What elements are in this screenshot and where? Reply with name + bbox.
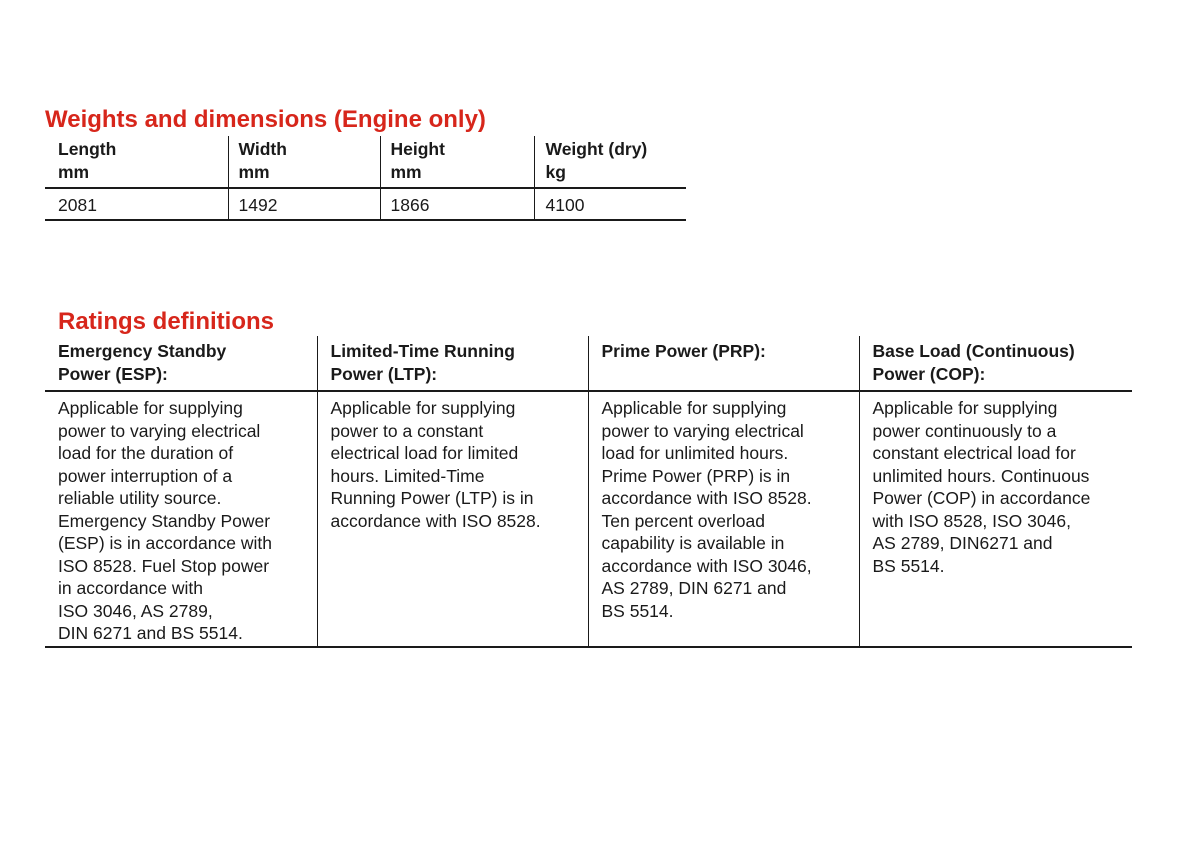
rating-header-line: Emergency Standby <box>58 341 227 361</box>
ratings-body-row <box>45 391 1132 647</box>
rating-description-line: Applicable for supplying <box>601 398 787 418</box>
header-unit: mm <box>238 161 270 182</box>
ratings-definitions-title: Ratings definitions <box>58 308 274 335</box>
header-label: Width <box>238 139 287 159</box>
rating-description-prime-power <box>588 391 859 647</box>
rating-description-line: accordance with ISO 3046, <box>601 555 812 576</box>
rating-header-line: Base Load (Continuous) <box>872 341 1075 361</box>
rating-description-line: with ISO 8528, ISO 3046, <box>872 510 1071 531</box>
rating-description-line: AS 2789, DIN6271 and <box>872 533 1053 553</box>
rating-header-line: Power (LTP): <box>330 363 438 384</box>
header-unit: kg <box>545 161 566 182</box>
rating-description-line: power to varying electrical <box>601 420 804 441</box>
weights-dimensions-table <box>45 136 686 221</box>
header-label: Length <box>58 139 117 159</box>
rating-description-line: BS 5514. <box>601 600 674 621</box>
rating-description-line: power to varying electrical <box>58 420 261 441</box>
rating-description-line: accordance with ISO 8528. <box>330 510 541 531</box>
rating-description-line: reliable utility source. <box>58 488 222 508</box>
rating-description-line: accordance with ISO 8528. <box>601 488 812 508</box>
rating-description-line: ISO 3046, AS 2789, <box>58 600 213 621</box>
rating-description-line: constant electrical load for <box>872 443 1076 463</box>
value-width: 1492 <box>228 188 380 220</box>
rating-description-line: Applicable for supplying <box>330 398 516 418</box>
value-height: 1866 <box>380 188 534 220</box>
ratings-header-row <box>45 336 1132 391</box>
rating-description-line: capability is available in <box>601 533 785 553</box>
weights-dimensions-title: Weights and dimensions (Engine only) <box>45 106 486 133</box>
rating-header-limited-time-running-power <box>317 336 588 391</box>
rating-header-line: Power (COP): <box>872 363 986 384</box>
rating-description-line: Running Power (LTP) is in <box>330 488 534 508</box>
rating-description-emergency-standby-power <box>45 391 317 647</box>
rating-description-line: hours. Limited-Time <box>330 465 485 486</box>
rating-header-prime-power <box>588 336 859 391</box>
header-unit: mm <box>390 161 422 182</box>
header-unit: mm <box>58 161 90 182</box>
rating-header-emergency-standby-power <box>45 336 317 391</box>
weights-header-row <box>45 136 686 188</box>
rating-description-line: Applicable for supplying <box>58 398 243 418</box>
value-length: 2081 <box>45 188 228 220</box>
weights-value-row <box>45 188 686 220</box>
rating-description-line: electrical load for limited <box>330 443 519 463</box>
rating-description-line: unlimited hours. Continuous <box>872 465 1090 486</box>
rating-header-line: Prime Power (PRP): <box>601 341 766 361</box>
rating-description-line: BS 5514. <box>872 555 945 576</box>
rating-description-line: AS 2789, DIN 6271 and <box>601 578 787 598</box>
rating-description-line: DIN 6271 and BS 5514. <box>58 623 243 643</box>
rating-description-line: power interruption of a <box>58 465 233 486</box>
rating-description-line: load for the duration of <box>58 443 234 463</box>
ratings-definitions-table <box>45 336 1132 648</box>
rating-description-base-load-continuous-power <box>859 391 1132 647</box>
header-height <box>380 136 534 188</box>
value-weight-dry: 4100 <box>534 188 686 220</box>
header-label: Weight (dry) <box>545 139 648 159</box>
rating-description-line: Power (COP) in accordance <box>872 488 1091 508</box>
rating-description-line: power to a constant <box>330 420 484 441</box>
rating-description-line: Emergency Standby Power <box>58 510 271 531</box>
rating-description-limited-time-running-power <box>317 391 588 647</box>
rating-description-line: Ten percent overload <box>601 510 765 531</box>
rating-description-line: in accordance with <box>58 578 203 598</box>
rating-header-line: Limited-Time Running <box>330 341 515 361</box>
header-length <box>45 136 228 188</box>
rating-description-line: load for unlimited hours. <box>601 443 789 463</box>
rating-description-line: power continuously to a <box>872 420 1057 441</box>
rating-header-base-load-continuous-power <box>859 336 1132 391</box>
header-width <box>228 136 380 188</box>
rating-description-line: ISO 8528. Fuel Stop power <box>58 555 270 576</box>
rating-description-line: Applicable for supplying <box>872 398 1058 418</box>
rating-description-line: (ESP) is in accordance with <box>58 533 272 553</box>
header-weight-dry <box>534 136 686 188</box>
rating-header-line: Power (ESP): <box>58 363 168 384</box>
header-label: Height <box>390 139 445 159</box>
rating-description-line: Prime Power (PRP) is in <box>601 465 791 486</box>
